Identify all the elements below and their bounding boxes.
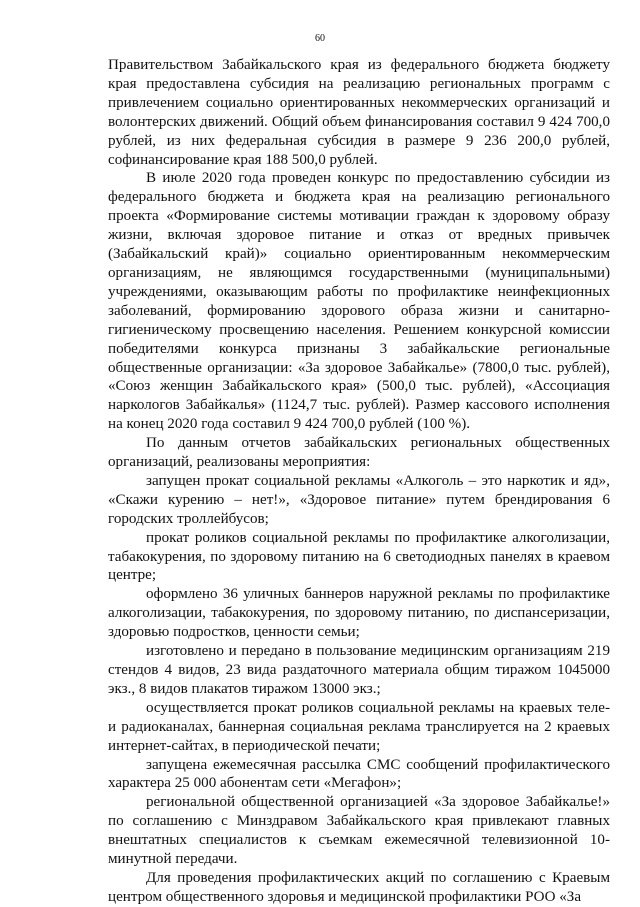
paragraph-subsidy-continuation: Правительством Забайкальского края из федерального бюджета бюджету края предоставлена субсидия на реализацию региональных программ с привлечением социально ориентированных некоммерческих организаций и волонтерских движений. Общий объем финансирования составил 9 424 700,0 рублей, из них федеральная субсидия в размере 9 236 200,0 рублей, софинансирование края 188 500,0 рублей.	[108, 57, 610, 168]
list-item-sms-mailing: запущена ежемесячная рассылка СМС сообщений профилактического характера 25 000 абонентам сети «Мегафон»;	[108, 756, 610, 792]
list-item-trolleybus-ads: запущен прокат социальной рекламы «Алкоголь – это наркотик и яд», «Скажи курению – нет!», «Здоровое питание» путем брендирования 6 городских троллейбусов;	[108, 472, 610, 527]
paragraph-reports-intro: По данным отчетов забайкальских региональных общественных организаций, реализованы мероприятия:	[108, 435, 610, 471]
paragraph-preventive-actions: Для проведения профилактических акций по соглашению с Краевым центром общественного здоровья и медицинской профилактики РОО «За	[108, 869, 610, 905]
list-item-street-banners: оформлено 36 уличных баннеров наружной рекламы по профилактике алкоголизации, табакокурения, по здоровому питанию, по диспансеризации, здоровью подростков, ценности семьи;	[108, 586, 610, 641]
paragraph-competition: В июле 2020 года проведен конкурс по предоставлению субсидии из федерального бюджета и бюджета края на реализацию регионального проекта «Формирование системы мотивации граждан к здоровому образу жизни, включая здоровое питание и отказ от вредных привычек (Забайкальский край)» социально ориентированным некоммерческим организациям, не являющимся государственными (муниципальными) учреждениями, оказывающим работы по профилактике неинфекционных заболеваний, формированию здорового образа жизни и санитарно-гигиеническому просвещению населения. Решением конкурсной комиссии победителями конкурса признаны 3 забайкальские региональные общественные организации: «За здоровое Забайкалье» (7800,0 тыс. рублей), «Союз женщин Забайкальского края» (500,0 тыс. рублей), «Ассоциация наркологов Забайкалья» (1124,7 тыс. рублей). Размер кассового исполнения на конец 2020 года составил 9 424 700,0 рублей (100 %).	[108, 170, 610, 433]
list-item-tv-radio: осуществляется прокат роликов социальной рекламы на краевых теле- и радиоканалах, баннерная социальная реклама транслируется на 2 краевых интернет-сайтах, в периодической печати;	[108, 699, 610, 754]
list-item-stands-materials: изготовлено и передано в пользование медицинским организациям 219 стендов 4 видов, 23 вида раздаточного материала общим тиражом 1045000 экз., 8 видов плакатов тиражом 13000 экз.;	[108, 643, 610, 697]
list-item-led-panels: прокат роликов социальной рекламы по профилактике алкоголизации, табакокурения, по здоровому питанию на 6 светодиодных панелях в краевом центре;	[108, 529, 610, 584]
list-item-tv-program: региональной общественной организацией «За здоровое Забайкалье!» по соглашению с Минздравом Забайкальского края привлекают главных внештатных специалистов к съемкам ежемесячной телевизионной 10-минутной передачи.	[108, 794, 610, 868]
page-number: 60	[315, 33, 325, 44]
document-body	[108, 56, 610, 907]
